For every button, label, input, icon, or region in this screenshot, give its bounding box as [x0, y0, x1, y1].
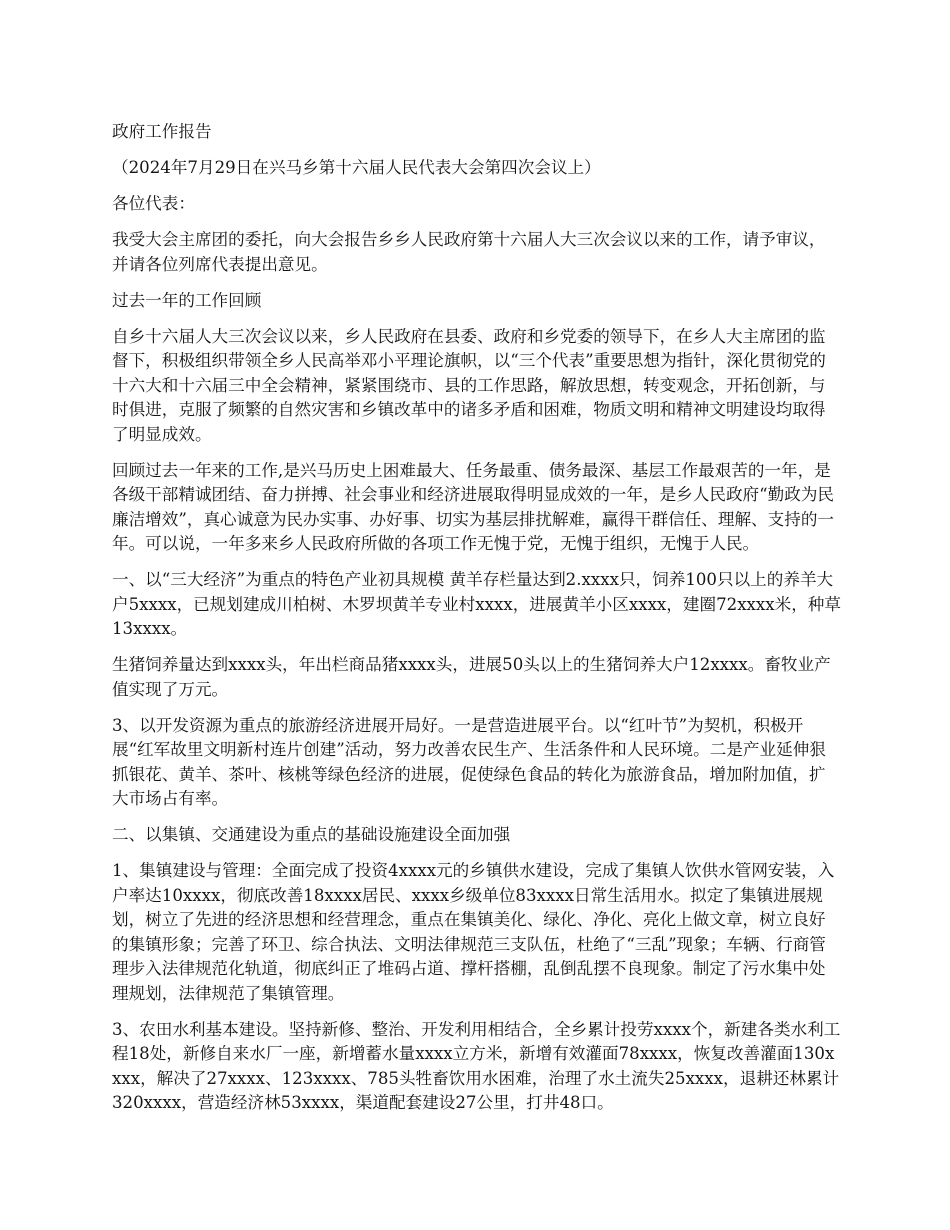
- section-heading-infrastructure: 二、以集镇、交通建设为重点的基础设施建设全面加强: [112, 825, 511, 844]
- paragraph-water-conservancy: 3、农田水利基本建设。坚持新修、整治、开发利用相结合，全乡累计投劳xxxx个，新建各类水利工程18处，新修自来水厂一座，新增蓄水量xxxx立方米，新增有效灌面78xxxx，恢复改善灌面130xxxx，解决了27xxxx、123xxxx、785头牲畜饮用水困难，治理了水土流失25xxxx，退耕还林累计320xxxx，营造经济林53xxxx，渠道配套建设27公里，打井48口。: [112, 1019, 841, 1112]
- salutation: 各位代表：: [112, 194, 195, 213]
- paragraph-retrospect: 回顾过去一年来的工作,是兴马历史上困难最大、任务最重、债务最深、基层工作最艰苦的一年，是各级干部精诚团结、奋力拼搏、社会事业和经济进展取得明显成效的一年，是乡人民政府“勤政为民廉洁增效”，真心诚意为民办实事、办好事、切实为基层排扰解难，赢得干群信任、理解、支持的一年。可以说，一年多来乡人民政府所做的各项工作无愧于党，无愧于组织，无愧于人民。: [112, 460, 835, 553]
- paragraph-industry: 一、以“三大经济”为重点的特色产业初具规模 黄羊存栏量达到2.xxxx只，饲养100只以上的养羊大户5xxxx，已规划建成川柏树、木罗坝黄羊专业村xxxx，进展黄羊小区xxxx，建圈72xxxx米，种草13xxxx。: [112, 570, 841, 638]
- paragraph-tourism: 3、以开发资源为重点的旅游经济进展开局好。一是营造进展平台。以“红叶节”为契机，积极开展“红军故里文明新村连片创建”活动，努力改善农民生产、生活条件和人民环境。二是产业延伸狠抓银花、黄羊、茶叶、核桃等绿色经济的进展，促使绿色食品的转化为旅游食品，增加附加值，扩大市场占有率。: [112, 715, 826, 808]
- paragraph-pig-farming: 生猪饲养量达到xxxx头，年出栏商品猪xxxx头，进展50头以上的生猪饲养大户12xxxx。畜牧业产值实现了万元。: [112, 655, 831, 699]
- document-page: [112, 120, 842, 1127]
- paragraph-overview: 自乡十六届人大三次会议以来，乡人民政府在县委、政府和乡党委的领导下，在乡人大主席团的监督下，积极组织带领全乡人民高举邓小平理论旗帜，以“三个代表”重要思想为指针，深化贯彻党的十六大和十六届三中全会精神，紧紧围绕市、县的工作思路，解放思想，转变观念，开拓创新，与时俱进，克服了频繁的自然灾害和乡镇改革中的诸多矛盾和困难，物质文明和精神文明建设均取得了明显成效。: [112, 326, 826, 444]
- document-subtitle: （2024年7月29日在兴马乡第十六届人民代表大会第四次会议上）: [112, 158, 601, 177]
- paragraph-town-construction: 1、集镇建设与管理：全面完成了投资4xxxx元的乡镇供水建设，完成了集镇人饮供水管网安装，入户率达10xxxx，彻底改善18xxxx居民、xxxx乡级单位83xxxx日常生活用水。拟定了集镇进展规划，树立了先进的经济思想和经营理念，重点在集镇美化、绿化、净化、亮化上做文章，树立良好的集镇形象；完善了环卫、综合执法、文明法律规范三支队伍，杜绝了“三乱”现象；车辆、行商管理步入法律规范化轨道，彻底纠正了堆码占道、撑杆搭棚，乱倒乱摆不良现象。制定了污水集中处理规划，法律规范了集镇管理。: [112, 861, 835, 1003]
- section-heading-review: 过去一年的工作回顾: [112, 290, 262, 310]
- paragraph-intro: 我受大会主席团的委托，向大会报告乡乡人民政府第十六届人大三次会议以来的工作，请予审议，并请各位列席代表提出意见。: [112, 230, 826, 274]
- document-title: 政府工作报告: [112, 122, 212, 141]
